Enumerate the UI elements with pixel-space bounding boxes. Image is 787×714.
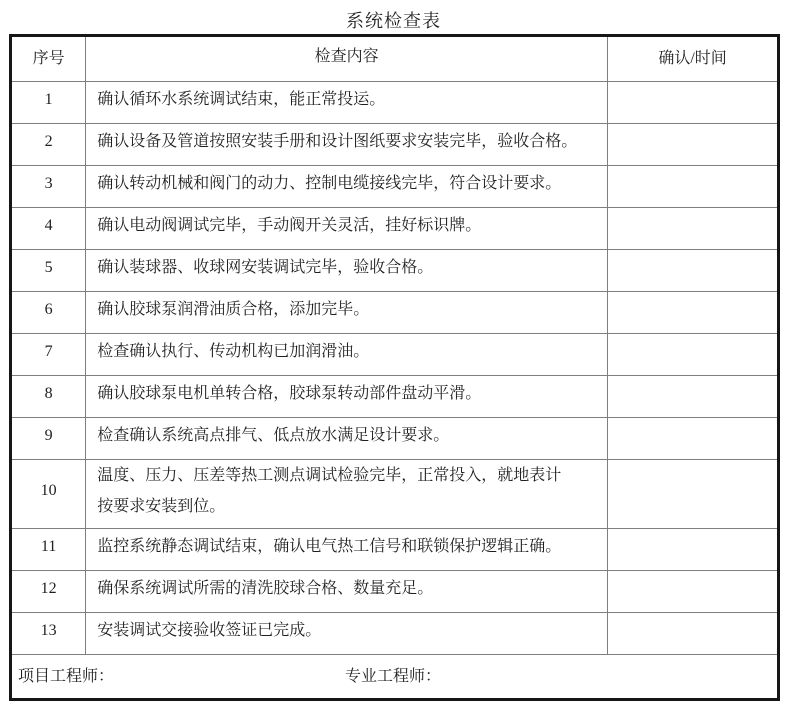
- row-number: 11: [11, 529, 86, 571]
- row-confirm-cell: [608, 208, 779, 250]
- row-content: 检查确认执行、传动机构已加润滑油。: [86, 334, 608, 376]
- row-confirm-cell: [608, 418, 779, 460]
- row-content: 检查确认系统高点排气、低点放水满足设计要求。: [86, 418, 608, 460]
- row-content: 确认转动机械和阀门的动力、控制电缆接线完毕，符合设计要求。: [86, 166, 608, 208]
- table-row: [11, 292, 779, 334]
- row-content: 监控系统静态调试结束，确认电气热工信号和联锁保护逻辑正确。: [86, 529, 608, 571]
- header-confirm: 确认/时间: [608, 36, 779, 82]
- row-content: 安装调试交接验收签证已完成。: [86, 613, 608, 655]
- row-number: 2: [11, 124, 86, 166]
- row-number: 8: [11, 376, 86, 418]
- table-row: [11, 529, 779, 571]
- table-row: [11, 418, 779, 460]
- page-title: 系统检查表: [346, 11, 441, 31]
- row-number: 13: [11, 613, 86, 655]
- specialty-engineer-label: 专业工程师：: [345, 668, 442, 685]
- row-number: 3: [11, 166, 86, 208]
- table-row: [11, 376, 779, 418]
- row-confirm-cell: [608, 571, 779, 613]
- table-row: [11, 166, 779, 208]
- project-engineer-label: 项目工程师：: [18, 668, 115, 685]
- row-content: 确认胶球泵电机单转合格，胶球泵转动部件盘动平滑。: [86, 376, 608, 418]
- table-header-row: [11, 36, 779, 82]
- row-content: 确保系统调试所需的清洗胶球合格、数量充足。: [86, 571, 608, 613]
- row-content: 温度、压力、压差等热工测点调试检验完毕，正常投入，就地表计按要求安装到位。: [86, 460, 608, 529]
- signature-row: [11, 655, 779, 700]
- row-number: 12: [11, 571, 86, 613]
- row-content: 确认循环水系统调试结束，能正常投运。: [86, 82, 608, 124]
- row-confirm-cell: [608, 82, 779, 124]
- system-checklist-table: [9, 34, 780, 701]
- table-row: [11, 571, 779, 613]
- row-number: 10: [11, 460, 86, 529]
- row-number: 7: [11, 334, 86, 376]
- row-confirm-cell: [608, 166, 779, 208]
- row-number: 6: [11, 292, 86, 334]
- row-confirm-cell: [608, 613, 779, 655]
- table-row: [11, 613, 779, 655]
- row-content: 确认设备及管道按照安装手册和设计图纸要求安装完毕，验收合格。: [86, 124, 608, 166]
- row-confirm-cell: [608, 460, 779, 529]
- row-confirm-cell: [608, 250, 779, 292]
- row-content: 确认电动阀调试完毕，手动阀开关灵活，挂好标识牌。: [86, 208, 608, 250]
- row-number: 4: [11, 208, 86, 250]
- table-row: [11, 124, 779, 166]
- row-confirm-cell: [608, 334, 779, 376]
- row-content: 确认胶球泵润滑油质合格，添加完毕。: [86, 292, 608, 334]
- row-confirm-cell: [608, 529, 779, 571]
- row-number: 1: [11, 82, 86, 124]
- row-content: 确认装球器、收球网安装调试完毕，验收合格。: [86, 250, 608, 292]
- table-row: [11, 208, 779, 250]
- table-row: [11, 82, 779, 124]
- table-row: [11, 250, 779, 292]
- signature-cell: [11, 655, 779, 700]
- row-confirm-cell: [608, 376, 779, 418]
- header-content: 检查内容: [86, 36, 608, 82]
- row-number: 5: [11, 250, 86, 292]
- table-row: [11, 334, 779, 376]
- row-confirm-cell: [608, 292, 779, 334]
- row-number: 9: [11, 418, 86, 460]
- table-row: [11, 460, 779, 529]
- header-no: 序号: [11, 36, 86, 82]
- row-confirm-cell: [608, 124, 779, 166]
